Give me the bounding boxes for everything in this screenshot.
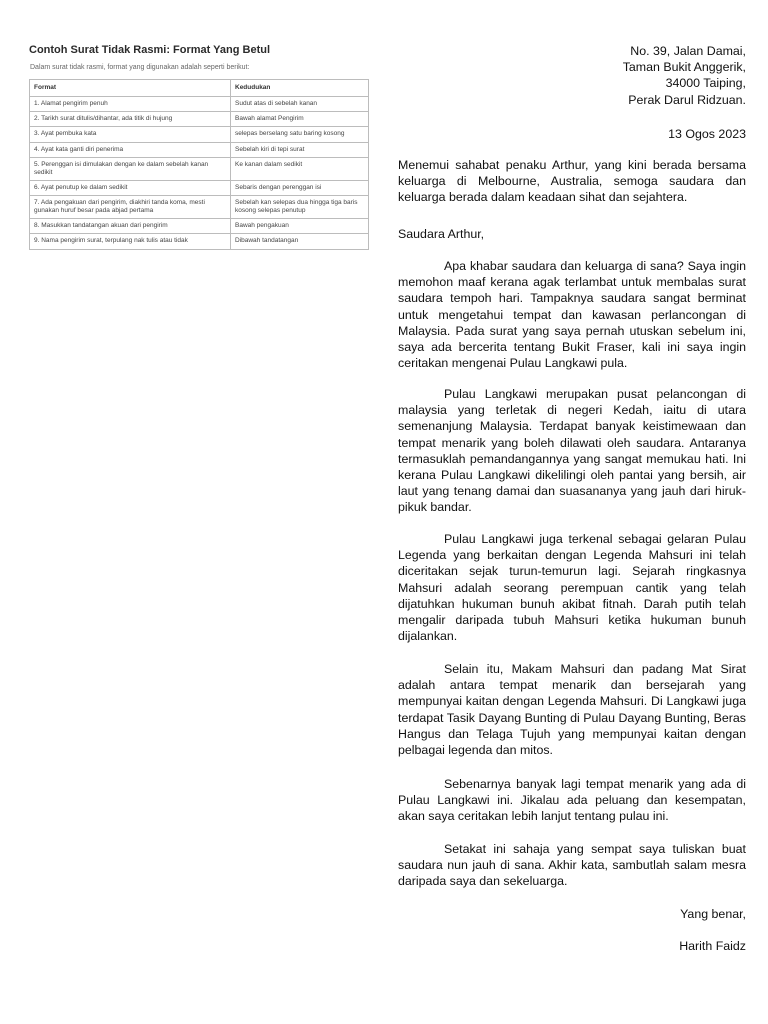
address-line: 34000 Taiping, <box>665 76 746 91</box>
letter-closing: Yang benar, <box>680 907 746 921</box>
closing-paragraph: Setakat ini sahaja yang sempat saya tuliskan buat saudara nun jauh di sana. Akhir kata, sambutlah salam mesra daripada saya dan sekeluarga. <box>398 842 746 889</box>
body-paragraph: Sebenarnya banyak lagi tempat menarik yang ada di Pulau Langkawi ini. Jikalau ada peluang dan kesempatan, akan saya ceritakan lebih lanjut tentang pulau ini. <box>398 777 746 824</box>
format-reference-panel <box>26 40 370 250</box>
body-paragraph: Pulau Langkawi merupakan pusat pelancongan di malaysia yang terletak di negeri Kedah, iaitu di utara semenanjung Malaysia. Terdapat banyak keistimewaan dan tempat menarik yang boleh dilawati oleh saudara. Antaranya termasuklah pemandangannya yang sangat memukau hati. Ini kerana Pulau Langkawi dikelilingi oleh pantai yang bersih, air laut yang tenang damai dan suasananya yang jauh dari hiruk-pikuk bandar. <box>398 387 746 515</box>
table-row <box>30 196 369 219</box>
table-row <box>30 127 369 142</box>
body-paragraph: Pulau Langkawi juga terkenal sebagai gelaran Pulau Legenda yang berkaitan dengan Legenda Mahsuri ini telah diceritakan sejak turun-temurun lagi. Sejarah ringkasnya Mahsuri adalah seorang perempuan cantik yang telah dijatuhkan hukuman bunuh akibat fitnah. Darah putih telah mengalir daripada tubuh Mahsuri ketika hukuman bunuh dijalankan. <box>398 532 746 644</box>
table-header-row <box>30 80 369 97</box>
sender-address <box>623 43 746 108</box>
cell-format: 9. Nama pengirim surat, terpulang nak tulis atau tidak <box>30 234 231 249</box>
table-row <box>30 112 369 127</box>
cell-position: Bawah pengakuan <box>231 219 369 234</box>
cell-format: 2. Tarikh surat ditulis/dihantar, ada titik di hujung <box>30 112 231 127</box>
table-row <box>30 97 369 112</box>
address-line: Taman Bukit Anggerik, <box>622 60 746 75</box>
cell-format: 8. Masukkan tandatangan akuan dari pengirim <box>30 219 231 234</box>
cell-format: 1. Alamat pengirim penuh <box>30 97 231 112</box>
cell-format: 7. Ada pengakuan dari pengirim, diakhiri tanda koma, mesti gunakan huruf besar pada abjad pertama <box>30 196 231 219</box>
opening-paragraph: Menemui sahabat penaku Arthur, yang kini berada bersama keluarga di Melbourne, Australia, semoga saudara dan keluarga berada dalam keadaan sihat dan sejahtera. <box>398 158 746 205</box>
cell-position: Sudut atas di sebelah kanan <box>231 97 369 112</box>
cell-format: 3. Ayat pembuka kata <box>30 127 231 142</box>
column-header-position: Kedudukan <box>231 80 369 97</box>
body-paragraph: Apa khabar saudara dan keluarga di sana? Saya ingin memohon maaf kerana agak terlambat untuk membalas surat saudara tempoh hari. Tampaknya saudara sangat berminat untuk mengetahui tempat dan kawasan perlancongan di Malaysia. Pada surat yang saya pernah utuskan sebelum ini, saya ada bercerita tentang Bukit Fraser, kali ini saya ingin ceritakan mengenai Pulau Langkawi pula. <box>398 259 746 371</box>
cell-position: Sebaris dengan perenggan isi <box>231 180 369 195</box>
address-line: No. 39, Jalan Damai, <box>630 44 746 58</box>
cell-format: 6. Ayat penutup ke dalam sedikit <box>30 180 231 195</box>
salutation: Saudara Arthur, <box>398 227 485 241</box>
cell-position: Sebelah kiri di tepi surat <box>231 142 369 157</box>
table-row <box>30 157 369 180</box>
format-table <box>29 79 369 250</box>
cell-format: 5. Perenggan isi dimulakan dengan ke dalam sebelah kanan sedikit <box>30 157 231 180</box>
panel-title: Contoh Surat Tidak Rasmi: Format Yang Betul <box>29 44 271 56</box>
cell-format: 4. Ayat kata ganti diri penerima <box>30 142 231 157</box>
cell-position: Dibawah tandatangan <box>231 234 369 249</box>
table-row <box>30 234 369 249</box>
column-header-format: Format <box>30 80 231 97</box>
body-paragraph: Selain itu, Makam Mahsuri dan padang Mat Sirat adalah antara tempat menarik dan bersejarah yang mempunyai kaitan dengan Legenda Mahsuri. Di Langkawi juga terdapat Tasik Dayang Bunting di Pulau Dayang Bunting, Beras Hangus dan Telaga Tujuh yang mempunyai kaitan dengan pelbagai legenda dan mitos. <box>398 662 746 758</box>
table-row <box>30 142 369 157</box>
table-row <box>30 180 369 195</box>
panel-intro: Dalam surat tidak rasmi, format yang digunakan adalah seperti berikut: <box>30 64 250 71</box>
address-line: Perak Darul Ridzuan. <box>628 92 746 107</box>
cell-position: Ke kanan dalam sedikit <box>231 157 369 180</box>
letter-date: 13 Ogos 2023 <box>668 127 746 141</box>
table-row <box>30 219 369 234</box>
cell-position: Bawah alamat Pengirim <box>231 112 369 127</box>
sender-name: Harith Faidz <box>679 939 746 953</box>
cell-position: selepas berselang satu baring kosong <box>231 127 369 142</box>
cell-position: Sebelah kan selepas dua hingga tiga baris kosong selepas penutup <box>231 196 369 219</box>
